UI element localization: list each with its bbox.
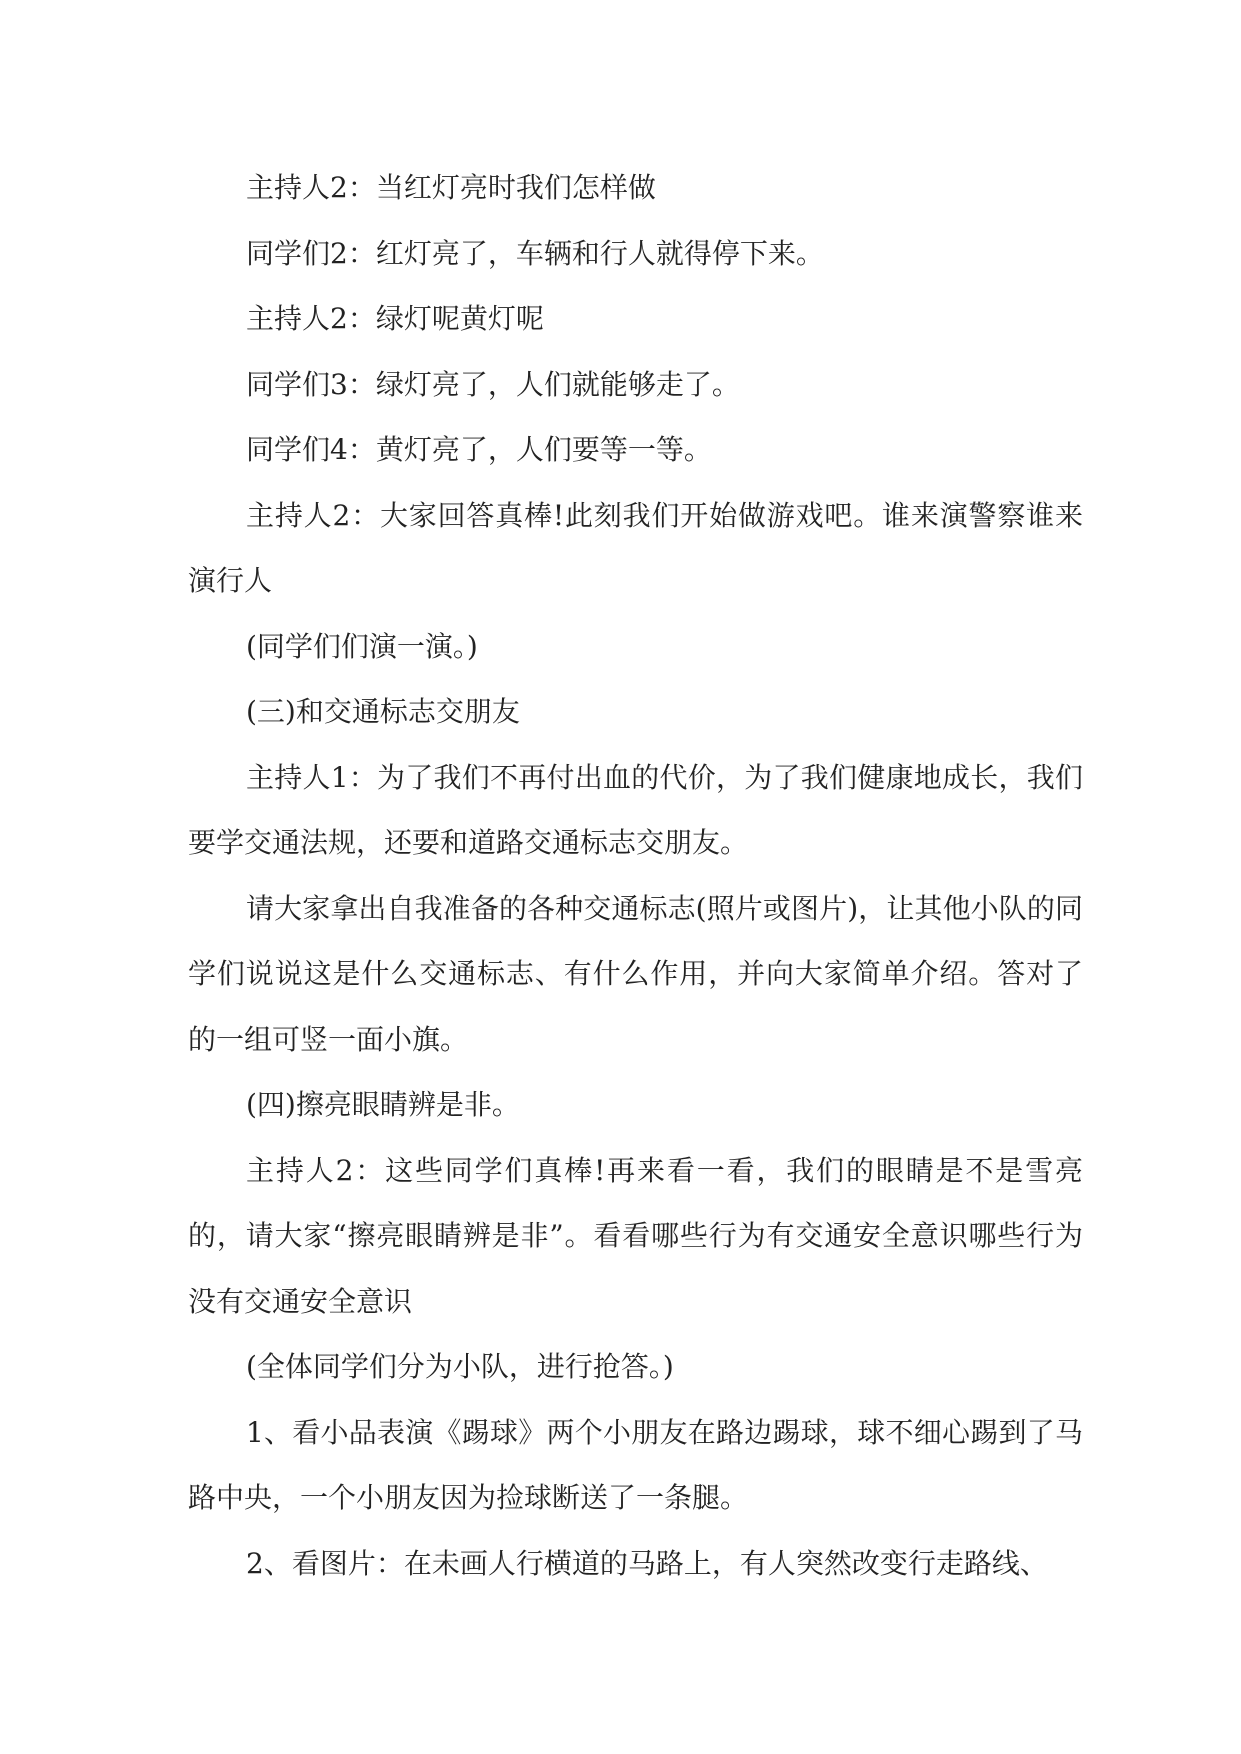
- paragraph-12: 主持人2：这些同学们真棒!再来看一看，我们的眼睛是不是雪亮的，请大家“擦亮眼睛辨是非”。看看哪些行为有交通安全意识哪些行为没有交通安全意识: [188, 1153, 1083, 1318]
- paragraph-3: 主持人2：绿灯呢黄灯呢: [246, 302, 544, 335]
- paragraph-2: 同学们2：红灯亮了，车辆和行人就得停下来。: [246, 236, 824, 270]
- paragraph-6: 主持人2：大家回答真棒!此刻我们开始做游戏吧。谁来演警察谁来演行人: [188, 498, 1083, 597]
- paragraph-4: 同学们3：绿灯亮了，人们就能够走了。: [246, 367, 740, 401]
- paragraph-13: (全体同学们分为小队，进行抢答。): [246, 1350, 674, 1383]
- paragraph-1: 主持人2：当红灯亮时我们怎样做: [246, 171, 656, 204]
- document-body: [188, 155, 1083, 1596]
- paragraph-9: 主持人1：为了我们不再付出血的代价，为了我们健康地成长，我们要学交通法规，还要和道路交通标志交朋友。: [188, 760, 1083, 859]
- paragraph-10: 请大家拿出自我准备的各种交通标志(照片或图片)，让其他小队的同学们说说这是什么交通标志、有什么作用，并向大家简单介绍。答对了的一组可竖一面小旗。: [188, 891, 1083, 1056]
- paragraph-7: (同学们们演一演。): [246, 629, 478, 663]
- paragraph-15: 2、看图片：在未画人行横道的马路上，有人突然改变行走路线、: [246, 1546, 1048, 1580]
- paragraph-14: 1、看小品表演《踢球》两个小朋友在路边踢球，球不细心踢到了马路中央，一个小朋友因为捡球断送了一条腿。: [188, 1415, 1083, 1514]
- paragraph-8: (三)和交通标志交朋友: [246, 695, 520, 728]
- paragraph-11: (四)擦亮眼睛辨是非。: [246, 1088, 520, 1121]
- paragraph-5: 同学们4：黄灯亮了，人们要等一等。: [246, 433, 712, 466]
